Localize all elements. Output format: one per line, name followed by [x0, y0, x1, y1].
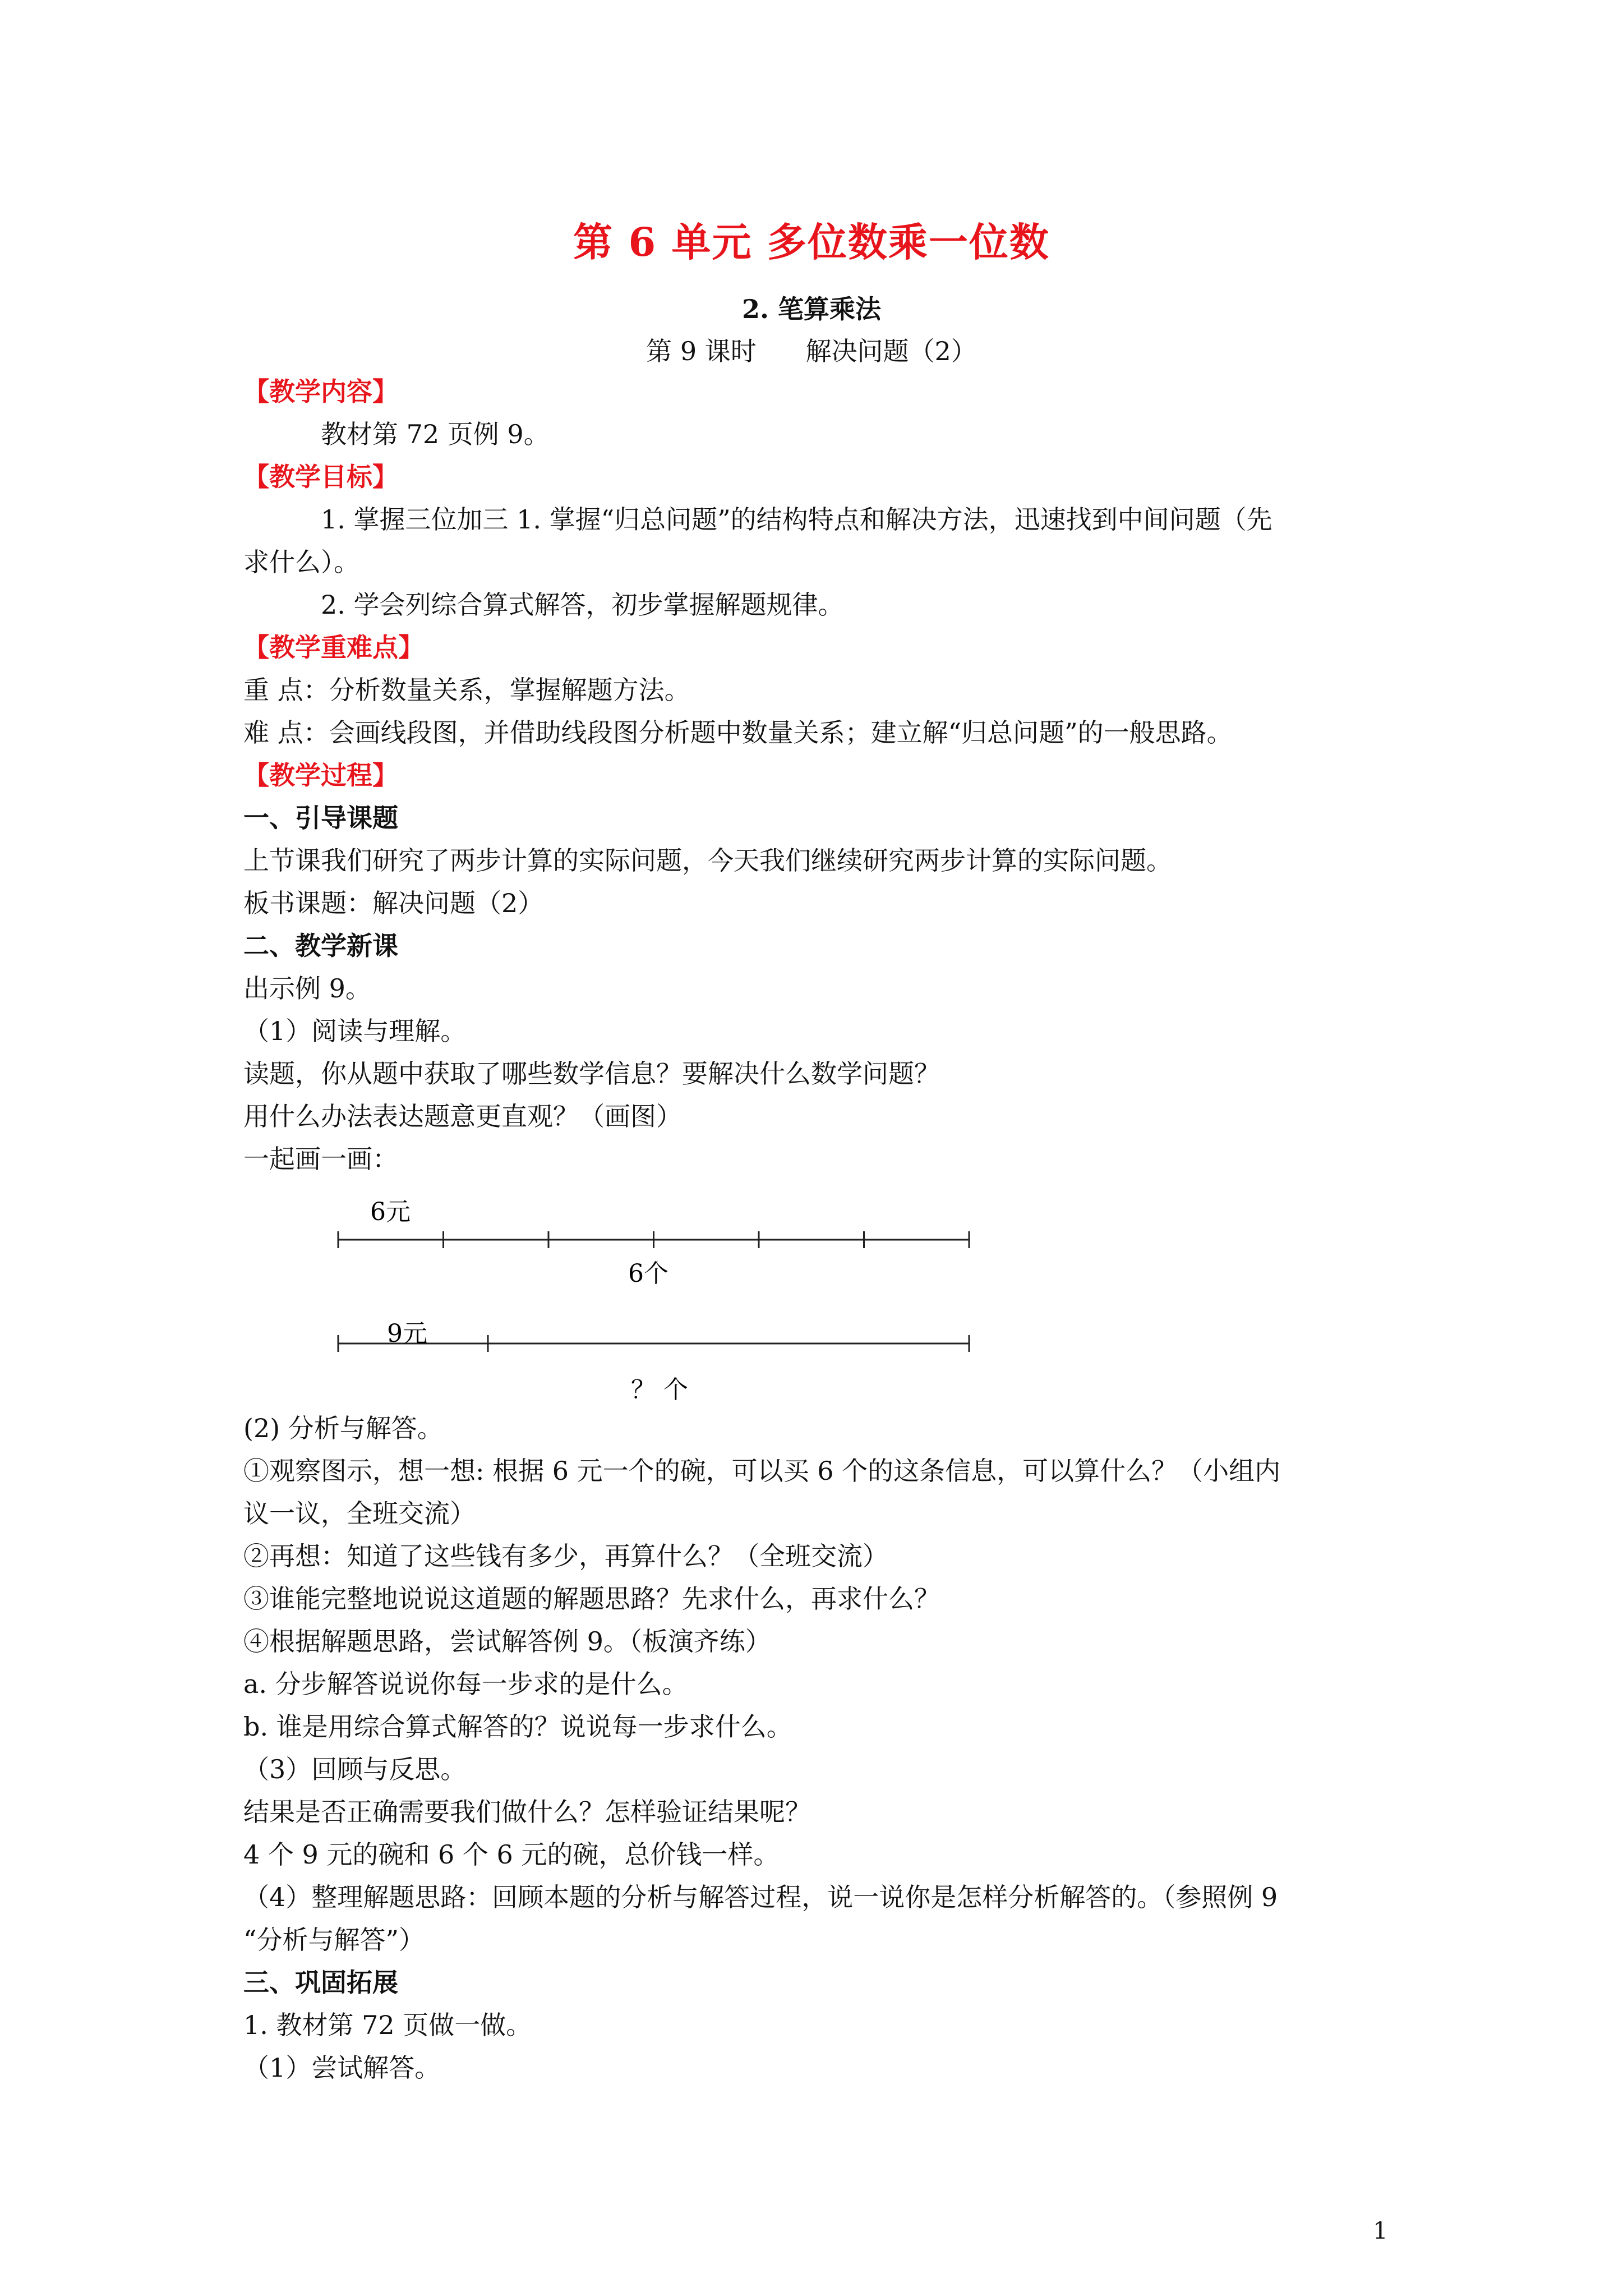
section-2-line-6: (2) 分析与解答。 — [243, 1413, 443, 1443]
section-2-line-12: b. 谁是用综合算式解答的？说说每一步求什么。 — [243, 1711, 792, 1742]
content-text: 教材第 72 页例 9。 — [321, 419, 550, 449]
goals-heading: 【教学目标】 — [243, 462, 398, 492]
section-2-line-8: ②再想：知道了这些钱有多少，再算什么？（全班交流） — [243, 1541, 888, 1571]
section-2-line-4: 用什么办法表达题意更直观？（画图） — [243, 1101, 682, 1131]
key-point: 重 点：分析数量关系，掌握解题方法。 — [243, 675, 690, 705]
keypoint-heading: 【教学重难点】 — [243, 632, 424, 662]
section-2-line-5: 一起画一画： — [243, 1144, 398, 1174]
section-3-line-2: （1）尝试解答。 — [243, 2053, 441, 2083]
page-number: 1 — [1373, 2217, 1388, 2244]
bottom-bar-label: 9元 — [387, 1319, 427, 1348]
section-2-line-10: ④根据解题思路，尝试解答例 9。（板演齐练） — [243, 1626, 771, 1657]
section-2-line-16b: “分析与解答”） — [243, 1925, 425, 1955]
section-2-line-14: 结果是否正确需要我们做什么？怎样验证结果呢？ — [243, 1797, 811, 1827]
section-1-text-2: 板书课题：解决问题（2） — [243, 888, 544, 918]
section-subtitle: 2. 笔算乘法 — [741, 294, 882, 324]
bottom-bar-count: ？ 个 — [631, 1375, 688, 1404]
lesson-heading: 第 9 课时 解决问题（2） — [646, 336, 977, 366]
section-1-text-1: 上节课我们研究了两步计算的实际问题，今天我们继续研究两步计算的实际问题。 — [243, 845, 1172, 876]
process-heading: 【教学过程】 — [243, 760, 398, 790]
section-2-line-16a: （4）整理解题思路：回顾本题的分析与解答过程，说一说你是怎样分析解答的。（参照例 9 — [243, 1882, 1278, 1912]
section-3-line-1: 1. 教材第 72 页做一做。 — [243, 2010, 532, 2040]
section-2-line-3: 读题，你从题中获取了哪些数学信息？要解决什么数学问题？ — [243, 1059, 940, 1089]
top-segment-bar — [338, 1231, 969, 1248]
section-2-line-9: ③谁能完整地说说这道题的解题思路？先求什么，再求什么？ — [243, 1584, 940, 1614]
section-2-heading: 二、教学新课 — [243, 931, 398, 961]
goal-1-line-1: 1. 掌握三位加三 1. 掌握“归总问题”的结构特点和解决方法，迅速找到中间问题（先 — [321, 504, 1272, 535]
goal-1-line-2: 求什么）。 — [243, 547, 359, 577]
page-title: 第 6 单元 多位数乘一位数 — [573, 219, 1050, 265]
section-2-line-1: 出示例 9。 — [243, 973, 371, 1004]
section-2-line-2: （1）阅读与理解。 — [243, 1016, 467, 1046]
top-bar-label: 6元 — [370, 1198, 411, 1226]
section-2-line-7a: ①观察图示，想一想: 根据 6 元一个的碗，可以买 6 个的这条信息，可以算什么？（小组内 — [243, 1456, 1281, 1486]
section-2-line-7b: 议一议，全班交流） — [243, 1498, 476, 1529]
section-2-line-13: （3）回顾与反思。 — [243, 1754, 467, 1784]
goal-2: 2. 学会列综合算式解答，初步掌握解题规律。 — [321, 590, 844, 620]
content-heading: 【教学内容】 — [243, 376, 398, 407]
section-1-heading: 一、引导课题 — [243, 803, 398, 833]
top-bar-count: 6个 — [628, 1259, 668, 1288]
section-3-heading: 三、巩固拓展 — [243, 1967, 398, 1998]
difficult-point: 难 点：会画线段图，并借助线段图分析题中数量关系；建立解“归总问题”的一般思路。 — [243, 717, 1233, 748]
section-2-line-15: 4 个 9 元的碗和 6 个 6 元的碗，总价钱一样。 — [243, 1839, 780, 1870]
section-2-line-11: a. 分步解答说说你每一步求的是什么。 — [243, 1669, 688, 1699]
